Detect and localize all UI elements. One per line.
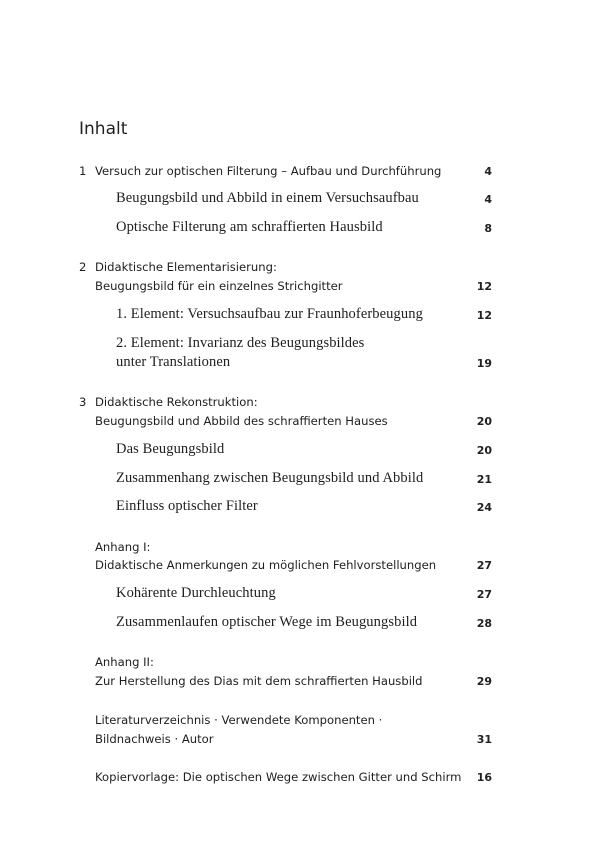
appendix-1-section-1-page: 27 xyxy=(476,588,492,601)
chapter-1-section-1-page: 4 xyxy=(484,193,492,206)
chapter-3-page: 20 xyxy=(476,415,492,428)
chapter-2-section-1-title[interactable]: 1. Element: Versuchsaufbau zur Fraunhoferbeugung xyxy=(116,306,423,322)
chapter-3-section-1-page: 20 xyxy=(476,444,492,457)
appendix-1-section-2-page: 28 xyxy=(476,617,492,630)
chapter-2-number: 2 xyxy=(79,260,87,274)
chapter-1-title[interactable]: Versuch zur optischen Filterung – Aufbau und Durchführung xyxy=(95,164,442,178)
chapter-1-number: 1 xyxy=(79,164,87,178)
appendix-2-title-line-2[interactable]: Zur Herstellung des Dias mit dem schraffierten Hausbild xyxy=(95,674,423,688)
appendix-1-title-line-1[interactable]: Anhang I: xyxy=(95,540,151,554)
chapter-3-number: 3 xyxy=(79,395,87,409)
chapter-2-title-line-1[interactable]: Didaktische Elementarisierung: xyxy=(95,260,277,274)
copy-template-title[interactable]: Kopiervorlage: Die optischen Wege zwischen Gitter und Schirm xyxy=(95,770,462,784)
backmatter-line-2[interactable]: Bildnachweis · Autor xyxy=(95,732,214,746)
chapter-2-section-2-title-line-1[interactable]: 2. Element: Invarianz des Beugungsbildes xyxy=(116,335,365,351)
chapter-3-section-2-page: 21 xyxy=(476,473,492,486)
chapter-2-section-1-page: 12 xyxy=(476,309,492,322)
copy-template-page: 16 xyxy=(476,771,492,784)
chapter-1-section-1-title[interactable]: Beugungsbild und Abbild in einem Versuchsaufbau xyxy=(116,190,419,206)
chapter-3-section-3-page: 24 xyxy=(476,501,492,514)
chapter-2-section-2-page: 19 xyxy=(476,357,492,370)
appendix-1-page: 27 xyxy=(476,559,492,572)
chapter-1-page: 4 xyxy=(484,165,492,178)
appendix-1-section-1-title[interactable]: Kohärente Durchleuchtung xyxy=(116,585,276,601)
chapter-2-title-line-2[interactable]: Beugungsbild für ein einzelnes Strichgitter xyxy=(95,279,343,293)
appendix-1-section-2-title[interactable]: Zusammenlaufen optischer Wege im Beugungsbild xyxy=(116,614,418,630)
appendix-1-title-line-2[interactable]: Didaktische Anmerkungen zu möglichen Fehlvorstellungen xyxy=(95,558,437,572)
chapter-2-section-2-title-line-2[interactable]: unter Translationen xyxy=(116,354,231,370)
chapter-3-section-1-title[interactable]: Das Beugungsbild xyxy=(116,441,225,457)
chapter-2-page: 12 xyxy=(476,280,492,293)
page-title: Inhalt xyxy=(79,119,128,139)
chapter-3-section-2-title[interactable]: Zusammenhang zwischen Beugungsbild und Abbild xyxy=(116,470,424,486)
chapter-1-section-2-title[interactable]: Optische Filterung am schraffierten Hausbild xyxy=(116,219,383,235)
chapter-1-section-2-page: 8 xyxy=(484,222,492,235)
chapter-3-title-line-1[interactable]: Didaktische Rekonstruktion: xyxy=(95,395,258,409)
appendix-2-page: 29 xyxy=(476,675,492,688)
appendix-2-title-line-1[interactable]: Anhang II: xyxy=(95,655,154,669)
chapter-3-title-line-2[interactable]: Beugungsbild und Abbild des schraffierten Hauses xyxy=(95,414,388,428)
chapter-3-section-3-title[interactable]: Einfluss optischer Filter xyxy=(116,498,258,514)
backmatter-line-1[interactable]: Literaturverzeichnis · Verwendete Komponenten · xyxy=(95,713,383,727)
backmatter-page: 31 xyxy=(476,733,492,746)
